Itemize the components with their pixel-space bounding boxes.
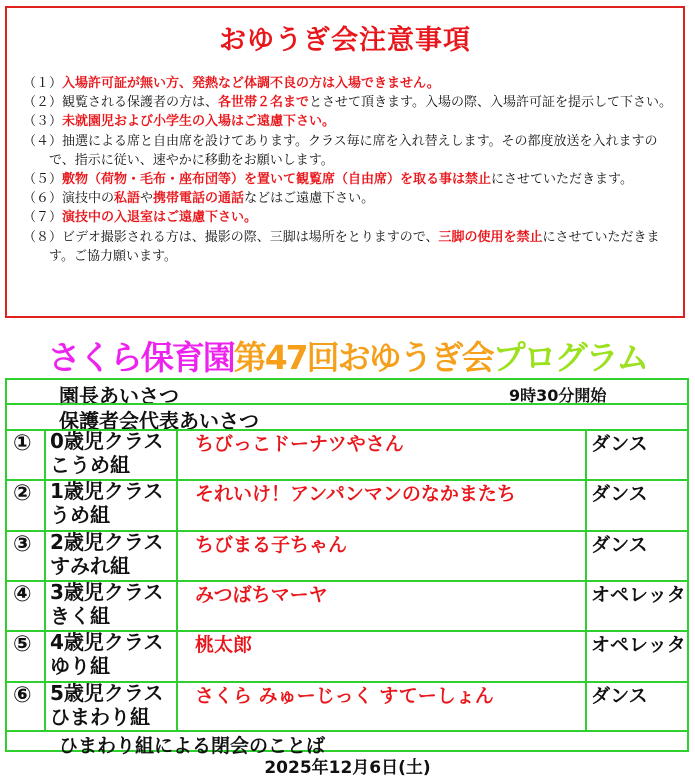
- entry-group: すみれ組: [50, 554, 130, 578]
- notice-text: にさせていただきます。: [491, 172, 633, 188]
- entry-number: ⑥: [13, 683, 32, 708]
- column-divider: [176, 429, 178, 731]
- notice-emphasis: 未就園児および小学生の入場はご遠慮下さい。: [62, 114, 336, 130]
- notice-item: [23, 74, 675, 93]
- notice-text: などはご遠慮下さい。: [244, 191, 375, 207]
- column-divider: [44, 429, 46, 731]
- entry-genre: ダンス: [591, 685, 648, 707]
- entry-age-class: 2歳児クラス: [50, 530, 164, 554]
- notice-emphasis: 携帯電話の通話: [153, 191, 245, 207]
- entry-number: ⑤: [13, 632, 32, 657]
- program-title-school: さくら保育園: [47, 338, 234, 377]
- notice-text: （１）: [23, 76, 63, 91]
- program-title: [0, 332, 695, 379]
- entry-genre: オペレッタ: [591, 634, 686, 656]
- notice-text: （２）観覧される保護者の方は、: [23, 95, 219, 111]
- entry-title: さくら みゅーじっく すてーしょん: [195, 685, 494, 707]
- notice-emphasis: 入場許可証が無い方、発熱など体調不良の方は入場できません。: [62, 76, 440, 91]
- entry-title: ちびっこドーナツやさん: [195, 433, 404, 455]
- entry-group: きく組: [50, 604, 110, 628]
- event-date: 2025年12月6日(土): [264, 758, 431, 778]
- notice-item: [23, 170, 675, 189]
- entry-group: ひまわり組: [50, 705, 150, 729]
- entry-genre: ダンス: [591, 483, 648, 505]
- opening-greeting: 園長あいさつ: [59, 384, 179, 408]
- notice-list: [23, 74, 675, 266]
- entry-age-class: 1歳児クラス: [50, 479, 164, 503]
- entry-number: ①: [13, 431, 32, 456]
- notice-title: おゆうぎ会注意事項: [219, 25, 471, 56]
- parents-greeting: 保護者会代表あいさつ: [59, 409, 259, 433]
- entry-group: こうめ組: [50, 453, 130, 477]
- notice-emphasis: 各世帯２名まで: [218, 95, 310, 111]
- entry-group: うめ組: [50, 503, 110, 527]
- notice-text: や: [140, 191, 154, 207]
- notice-emphasis: 演技中の入退室はご遠慮下さい。: [62, 210, 258, 226]
- entry-genre: ダンス: [591, 433, 648, 455]
- entry-number: ③: [13, 532, 32, 557]
- entry-genre: ダンス: [591, 534, 648, 556]
- entry-title: ちびまる子ちゃん: [195, 534, 348, 556]
- entry-age-class: 5歳児クラス: [50, 681, 164, 705]
- entry-title: 桃太郎: [195, 634, 253, 656]
- entry-age-class: 0歳児クラス: [50, 429, 164, 453]
- notice-text: とさせて頂きます。入場の際、入場許可証を提示して下さい。: [309, 95, 672, 111]
- notice-text: （４）抽選による席と自由席を設けてあります。クラス毎に席を入れ替えします。その都度放送を入れますので、指示に従い、速やかに移動をお願いします。: [23, 133, 658, 168]
- start-time: 9時30分開始: [509, 386, 607, 405]
- program-title-program: プログラム: [492, 338, 648, 377]
- notice-text: （５）: [23, 172, 63, 188]
- program-title-event: 第47回おゆうぎ会: [233, 338, 493, 377]
- notice-item: [23, 132, 675, 170]
- notice-item: [23, 189, 675, 208]
- notice-emphasis: 三脚の使用を禁止: [438, 229, 543, 245]
- program-table: [5, 378, 689, 757]
- entry-title: みつばちマーヤ: [195, 584, 328, 606]
- notice-text: （８）ビデオ撮影される方は、撮影の際、三脚は場所をとりますので、: [23, 229, 439, 245]
- notice-item: [23, 208, 675, 227]
- notice-text: にさせていただきます。ご協力願います。: [49, 229, 660, 264]
- column-divider: [585, 429, 587, 731]
- notice-text: （６）演技中の: [23, 191, 115, 207]
- entry-genre: オペレッタ: [591, 584, 686, 606]
- notice-item: [23, 228, 675, 266]
- notice-text: （３）: [23, 114, 63, 130]
- entry-number: ②: [13, 481, 32, 506]
- notice-item: [23, 93, 675, 112]
- notice-box: [5, 6, 685, 318]
- entry-title: それいけ！アンパンマンのなかまたち: [195, 483, 516, 505]
- entry-age-class: 3歳児クラス: [50, 580, 164, 604]
- entry-age-class: 4歳児クラス: [50, 630, 164, 654]
- entry-number: ④: [13, 582, 32, 607]
- closing-remarks: ひまわり組による閉会のことば: [59, 735, 326, 757]
- notice-text: （７）: [23, 210, 63, 226]
- notice-item: [23, 112, 675, 131]
- notice-emphasis: 敷物（荷物・毛布・座布団等）を置いて観覧席（自由席）を取る事は禁止: [62, 172, 492, 188]
- entry-group: ゆり組: [50, 654, 110, 678]
- notice-emphasis: 私語: [114, 191, 141, 207]
